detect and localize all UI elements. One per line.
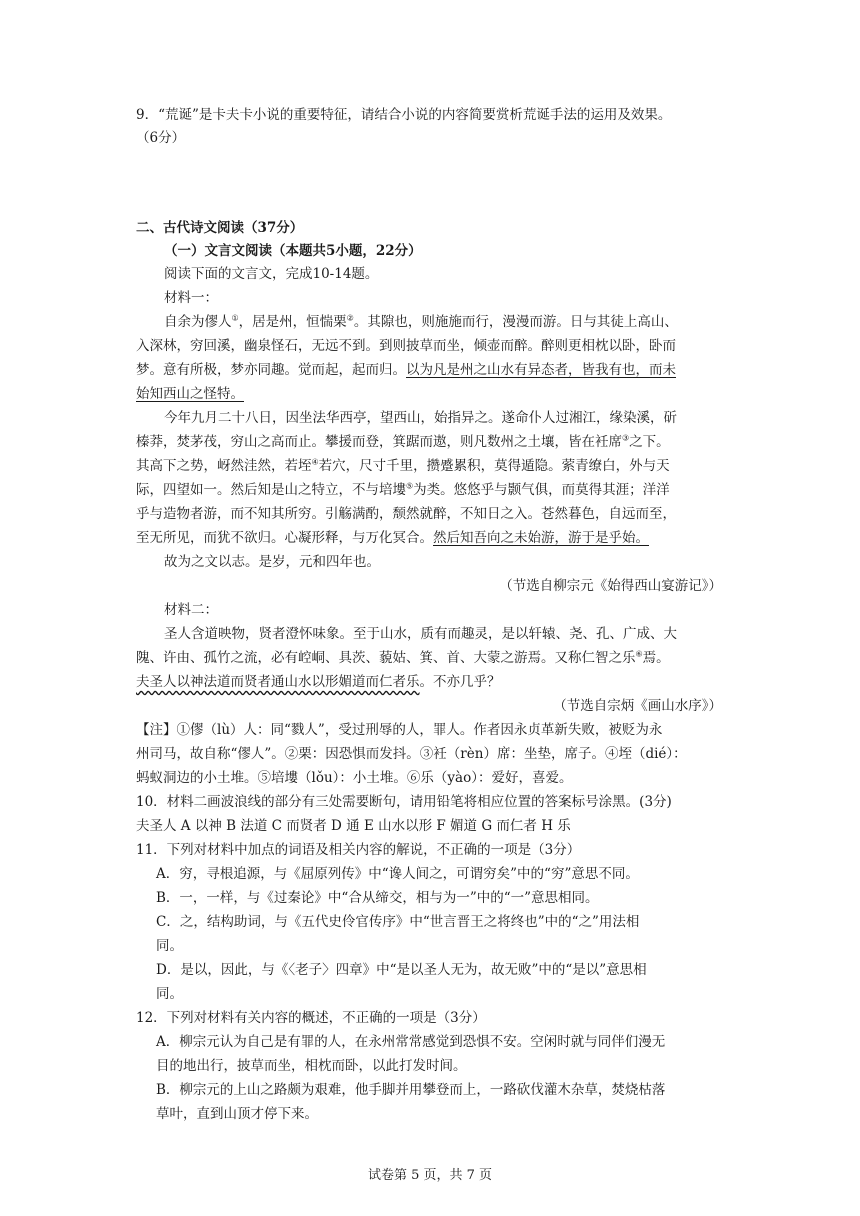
material-1-paragraph-1-line-3 (136, 360, 676, 380)
material-1-label: 材料一： (164, 290, 218, 306)
material-2-line-2 (136, 648, 670, 668)
material-1-paragraph-2-line-5: 乎与造物者游，而不知其所穷。引觞满酌，颓然就醉，不知日之入。苍然暮色，自远而至， (136, 506, 676, 522)
material-2-label: 材料二： (164, 602, 218, 618)
text-run: 自余为僇人 (164, 314, 232, 330)
text-run: ，居是州，恒惴栗 (238, 314, 347, 330)
section-title: 二、古代诗文阅读（37分） (136, 220, 304, 236)
footnote-marker: ⑥ (635, 649, 643, 659)
notes-line-1: 【注】①僇（lù）人：同“戮人”，受过刑辱的人，罪人。作者因永贞革新失败，被贬为永 (136, 722, 663, 738)
text-run: 际，四望如一。然后知是山之特立，不与培塿 (136, 482, 406, 498)
material-1-source: （节选自柳宗元《始得西山宴游记》） (499, 578, 722, 594)
notes-line-3: 蚂蚁洞边的小土堆。⑤培塿（lǒu）：小土堆。⑥乐（yào）：爱好，喜爱。 (136, 770, 573, 786)
wavy-underlined-sentence: 夫圣人以神法道而贤者通山水以形媚道而仁者乐 (136, 674, 420, 690)
text-run: 。不亦几乎？ (419, 674, 501, 690)
material-1-paragraph-2-line-6 (136, 528, 649, 548)
material-1-paragraph-2-line-2 (136, 432, 670, 452)
footnote-marker: ⑤ (406, 481, 414, 491)
question-11-option-a: A．穷，寻根追源，与《屈原列传》中“谗人间之，可谓穷矣”中的“穷”意思不同。 (156, 866, 639, 882)
question-12-option-a-line-1: A．柳宗元认为自己是有罪的人，在永州常常感觉到恐惧不安。空闲时就与同伴们漫无 (156, 1034, 666, 1050)
material-1-paragraph-1-line-4 (136, 384, 244, 404)
material-1-paragraph-1-line-2: 入深林，穷回溪，幽泉怪石，无远不到。到则披草而坐，倾壶而醉。醉则更相枕以卧，卧而 (136, 338, 676, 354)
notes-line-2: 州司马，故自称“僇人”。②栗：因恐惧而发抖。③衽（rèn）席：坐垫，席子。④垤（dié）： (136, 746, 687, 762)
question-11-option-d-line-2: 同。 (156, 986, 183, 1002)
footnote-marker: ② (346, 313, 354, 323)
footnote-marker: ① (231, 313, 239, 323)
text-run: 之下。 (629, 434, 670, 450)
footnote-marker: ④ (311, 457, 319, 467)
text-run: 榛莽，焚茅茷，穷山之高而止。攀援而登，箕踞而遨，则凡数州之土壤，皆在衽席 (136, 434, 622, 450)
underlined-sentence: 始知西山之怪特。 (136, 386, 244, 402)
text-run: 其高下之势，岈然洼然，若垤 (136, 458, 312, 474)
underlined-sentence: 以为凡是州之山水有异态者，皆我有也，而未 (406, 362, 676, 378)
page-footer: 试卷第 5 页，共 7 页 (367, 1168, 493, 1183)
question-10-stem: 10．材料二画波浪线的部分有三处需要断句，请用铅笔将相应位置的答案标号涂黑。(3分) (136, 794, 672, 810)
material-2-source: （节选自宗炳《画山水序》） (553, 698, 722, 714)
question-11-stem: 11．下列对材料中加点的词语及相关内容的解说，不正确的一项是（3分） (136, 842, 581, 858)
text-run: 隗、许由、孤竹之流，必有崆峒、具茨、藐姑、箕、首、大蒙之游焉。又称仁智之乐 (136, 650, 636, 666)
underlined-sentence: 然后知吾向之未始游，游于是乎始。 (433, 530, 649, 546)
question-11-option-c-line-1: C．之，结构助词，与《五代史伶官传序》中“世言晋王之将终也”中的“之”用法相 (156, 914, 640, 930)
material-1-paragraph-2-line-3 (136, 456, 670, 476)
material-2-line-1: 圣人含道映物，贤者澄怀味象。至于山水，质有而趣灵，是以轩辕、尧、孔、广成、大 (164, 626, 677, 642)
text-run: 为类。悠悠乎与颢气俱，而莫得其涯；洋洋 (413, 482, 670, 498)
question-12-option-b-line-2: 草叶，直到山顶才停下来。 (156, 1106, 318, 1122)
text-run: 。其隙也，则施施而行，漫漫而游。日与其徒上高山、 (353, 314, 678, 330)
question-11-option-b: B．一，一样，与《过秦论》中“合从缔交，相与为一”中的“一”意思相同。 (156, 890, 599, 906)
question-12-option-b-line-1: B．柳宗元的上山之路颇为艰难，他手脚并用攀登而上，一路砍伐灌木杂草，焚烧枯落 (156, 1082, 666, 1098)
question-9-line-1: 9．“荒诞”是卡夫卡小说的重要特征，请结合小说的内容简要赏析荒诞手法的运用及效果。 (136, 107, 672, 123)
material-1-paragraph-3: 故为之文以志。是岁，元和四年也。 (164, 554, 380, 570)
text-run: 梦。意有所极，梦亦同趣。觉而起，起而归。 (136, 362, 406, 378)
section-subtitle: （一）文言文阅读（本题共5小题，22分） (164, 243, 422, 259)
footnote-marker: ③ (622, 433, 630, 443)
question-10-options: 夫圣人 A 以神 B 法道 C 而贤者 D 通 E 山水以形 F 媚道 G 而仁者 H 乐 (136, 818, 571, 834)
text-run: 若穴，尺寸千里，攒蹙累积，莫得遁隐。萦青缭白，外与天 (318, 458, 670, 474)
question-12-stem: 12．下列对材料有关内容的概述，不正确的一项是（3分） (136, 1010, 486, 1026)
question-9-line-2: （6分） (136, 130, 186, 146)
section-instruction: 阅读下面的文言文，完成10-14题。 (164, 266, 379, 282)
material-1-paragraph-2-line-4 (136, 480, 670, 500)
question-12-option-a-line-2: 目的地出行，披草而坐，相枕而卧，以此打发时间。 (156, 1058, 467, 1074)
text-run: 焉。 (642, 650, 670, 666)
material-1-paragraph-1-line-1 (164, 312, 678, 332)
material-1-paragraph-2-line-1: 今年九月二十八日，因坐法华西亭，望西山，始指异之。遂命仆人过湘江，缘染溪，斫 (164, 410, 677, 426)
question-11-option-c-line-2: 同。 (156, 938, 183, 954)
question-11-option-d-line-1: D．是以，因此，与《〈老子〉四章》中“是以圣人无为，故无败”中的“是以”意思相 (156, 962, 647, 978)
text-run: 至无所见，而犹不欲归。心凝形释，与万化冥合。 (136, 530, 433, 546)
material-2-line-3 (136, 672, 501, 692)
